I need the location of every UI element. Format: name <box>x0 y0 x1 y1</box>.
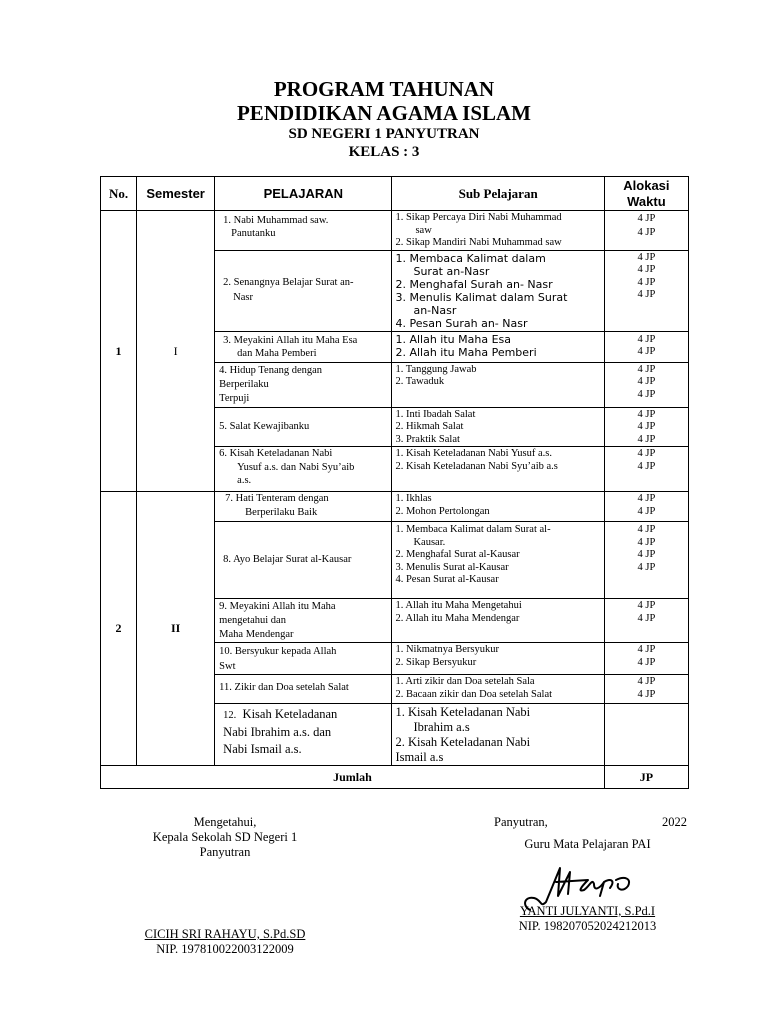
semester-number: 1 <box>101 211 137 492</box>
sub-line: Ibrahim a.s <box>413 720 470 734</box>
alokasi-cell <box>605 211 688 240</box>
pelajaran-line: Berperilaku Baik <box>245 507 318 518</box>
pelajaran-cell <box>215 522 391 566</box>
alokasi-cell <box>605 492 688 518</box>
jp-value: 4 JP <box>637 600 656 611</box>
total-label: Jumlah <box>101 766 605 789</box>
alokasi-cell <box>605 408 688 447</box>
sub-pelajaran-cell <box>392 363 603 389</box>
pelajaran-cell <box>215 408 391 433</box>
jp-value: 4 JP <box>637 549 656 560</box>
semester-roman: II <box>137 492 215 766</box>
sub-line: Ismail a.s <box>395 750 444 764</box>
pelajaran-line: 11. Zikir dan Doa setelah Salat <box>219 682 349 693</box>
alokasi-cell <box>605 332 688 359</box>
sub-line: 2. Menghafal Surat al-Kausar <box>395 549 520 560</box>
sig-left-line1: Mengetahui, <box>193 815 257 829</box>
pelajaran-line: a.s. <box>237 475 252 486</box>
jp-value: 4 JP <box>637 493 656 504</box>
pelajaran-number: 12. <box>223 710 237 721</box>
jp-value: 4 JP <box>637 388 656 400</box>
sub-line: 1. Nikmatnya Bersyukur <box>395 644 499 655</box>
jp-value: 4 JP <box>637 460 656 472</box>
pelajaran-cell <box>215 643 391 674</box>
jp-value: 4 JP <box>637 448 656 459</box>
sub-line: 4. Pesan Surah an- Nasr <box>395 316 528 330</box>
alokasi-cell <box>605 599 688 625</box>
jp-value: 4 JP <box>637 421 656 432</box>
jp-value: 4 JP <box>637 264 656 275</box>
jp-value: 4 JP <box>637 524 656 535</box>
doc-title: PROGRAM TAHUNAN <box>273 77 495 101</box>
header-alokasi <box>604 177 688 211</box>
class-label: KELAS : 3 <box>348 144 420 160</box>
pelajaran-line: mengetahui dan <box>219 615 286 626</box>
place-date <box>480 815 695 830</box>
pelajaran-line: 6. Kisah Keteladanan Nabi <box>219 448 333 459</box>
sub-line: 2. Sikap Mandiri Nabi Muhammad saw <box>395 237 562 248</box>
pelajaran-cell <box>215 704 391 758</box>
headmaster-nip: NIP. 197810022003122009 <box>156 942 294 956</box>
jp-value: 4 JP <box>637 644 656 655</box>
sub-line: 3. Praktik Salat <box>395 433 460 445</box>
teacher-name: YANTI JULYANTI, S.Pd.I <box>519 904 656 918</box>
pelajaran-line: 7. Hati Tenteram dengan <box>225 493 329 504</box>
pelajaran-line: Yusuf a.s. dan Nabi Syu’aib <box>237 461 355 473</box>
semester-number: 2 <box>101 492 137 766</box>
jp-value: 4 JP <box>637 251 656 263</box>
headmaster-name: CICIH SRI RAHAYU, S.Pd.SD <box>144 927 306 941</box>
jp-value: 4 JP <box>637 676 656 687</box>
sub-pelajaran-cell <box>392 599 603 625</box>
jp-value: 4 JP <box>637 656 656 668</box>
jp-value: 4 JP <box>637 376 656 387</box>
total-value: JP <box>604 766 688 789</box>
pelajaran-line: Swt <box>219 661 236 672</box>
sub-line: 2. Hikmah Salat <box>395 421 464 432</box>
sub-pelajaran-cell <box>392 643 603 669</box>
jp-value: 4 JP <box>637 346 656 357</box>
sub-pelajaran-cell <box>392 675 603 701</box>
alokasi-cell <box>605 643 688 669</box>
pelajaran-line: Panutanku <box>231 228 276 239</box>
pelajaran-cell <box>215 332 391 360</box>
sub-pelajaran-cell <box>392 522 603 587</box>
sub-line: 1. Sikap Percaya Diri Nabi Muhammad <box>395 212 562 223</box>
jp-value: 4 JP <box>637 363 656 375</box>
jp-value: 4 JP <box>637 213 656 224</box>
sub-line: 1. Tanggung Jawab <box>395 363 477 375</box>
jp-value: 4 JP <box>637 433 656 445</box>
sub-line: Surat an-Nasr <box>413 264 490 278</box>
header-alokasi-line1: Alokasi <box>623 177 670 193</box>
pelajaran-cell <box>215 675 391 694</box>
alokasi-cell <box>605 522 688 574</box>
sub-line: 2. Allah itu Maha Mendengar <box>395 612 520 624</box>
sub-pelajaran-cell <box>392 447 603 473</box>
sub-line: 2. Kisah Keteladanan Nabi Syu’aib a.s <box>395 460 558 472</box>
sub-pelajaran-cell <box>392 211 603 250</box>
sub-pelajaran-cell <box>392 492 603 518</box>
sig-left-line2: Kepala Sekolah SD Negeri 1 <box>152 830 298 844</box>
pelajaran-line: Nabi Ibrahim a.s. dan <box>223 725 332 739</box>
pelajaran-line: 9. Meyakini Allah itu Maha <box>219 601 336 612</box>
sub-line: 1. Allah itu Maha Mengetahui <box>395 600 522 611</box>
teacher-nip: NIP. 198207052024212013 <box>518 919 657 933</box>
pelajaran-line: Terpuji <box>219 392 250 404</box>
alokasi-cell-empty <box>604 704 688 766</box>
sub-line: 2. Bacaan zikir dan Doa setelah Salat <box>395 688 553 700</box>
headmaster-signature-block <box>130 815 320 957</box>
header-alokasi-line2: Waktu <box>627 193 666 209</box>
school-name: SD NEGERI 1 PANYUTRAN <box>288 126 480 142</box>
sub-line: 3. Menulis Surat al-Kausar <box>395 561 509 573</box>
jp-value: 4 JP <box>637 333 656 345</box>
sub-pelajaran-cell <box>392 704 603 765</box>
alokasi-cell <box>605 363 688 402</box>
header-pelajaran: PELAJARAN <box>215 177 392 211</box>
sub-line: saw <box>415 224 432 236</box>
pelajaran-line: 5. Salat Kewajibanku <box>219 420 310 432</box>
pelajaran-line <box>223 706 387 724</box>
alokasi-cell <box>605 675 688 701</box>
pelajaran-line: 8. Ayo Belajar Surat al-Kausar <box>223 554 352 565</box>
jp-value: 4 JP <box>637 561 656 573</box>
sub-line: 2. Allah itu Maha Pemberi <box>395 345 537 359</box>
sub-pelajaran-cell <box>392 408 603 447</box>
semester-roman: I <box>137 211 215 492</box>
pelajaran-cell <box>215 492 391 520</box>
pelajaran-line: Maha Mendengar <box>219 629 294 640</box>
pelajaran-cell <box>215 599 391 642</box>
jp-value: 4 JP <box>637 227 656 238</box>
sub-line: 2. Sikap Bersyukur <box>395 656 477 668</box>
sub-line: 1. Membaca Kalimat dalam <box>395 251 546 265</box>
pelajaran-line: 2. Senangnya Belajar Surat an- <box>223 276 354 288</box>
sub-line: 2. Tawaduk <box>395 376 445 387</box>
header-sub-pelajaran: Sub Pelajaran <box>392 177 604 211</box>
sub-line: 1. Inti Ibadah Salat <box>395 408 476 420</box>
sub-line: 4. Pesan Surat al-Kausar <box>395 574 499 585</box>
jp-value: 4 JP <box>637 505 656 517</box>
doc-subject: PENDIDIKAN AGAMA ISLAM <box>236 101 532 125</box>
pelajaran-line: 10. Bersyukur kepada Allah <box>219 646 337 657</box>
sub-line: Kausar. <box>413 536 446 548</box>
alokasi-cell <box>605 447 688 473</box>
sub-line: 2. Mohon Pertolongan <box>395 505 490 517</box>
sig-left-line3: Panyutran <box>199 845 251 859</box>
sub-line: 2. Kisah Keteladanan Nabi <box>395 735 531 749</box>
pelajaran-line: 1. Nabi Muhammad saw. <box>223 215 329 226</box>
jp-value: 4 JP <box>637 289 656 300</box>
program-table <box>100 176 689 789</box>
table-row <box>101 211 689 251</box>
jp-value: 4 JP <box>637 276 656 288</box>
sub-pelajaran-cell <box>392 332 603 359</box>
table-row <box>101 492 689 522</box>
sub-line: 1. Kisah Keteladanan Nabi Yusuf a.s. <box>395 448 552 459</box>
pelajaran-text: Kisah Keteladanan <box>242 707 338 721</box>
sub-line: 1. Membaca Kalimat dalam Surat al- <box>395 524 551 535</box>
sub-pelajaran-cell <box>392 251 603 330</box>
pelajaran-line: dan Maha Pemberi <box>237 347 317 359</box>
sub-line: 1. Ikhlas <box>395 493 432 504</box>
pelajaran-line: 3. Meyakini Allah itu Maha Esa <box>223 334 358 346</box>
total-row <box>101 766 689 789</box>
pelajaran-line: 4. Hidup Tenang dengan <box>219 364 323 376</box>
sub-line: 1. Kisah Keteladanan Nabi <box>395 705 531 719</box>
pelajaran-cell <box>215 251 391 304</box>
pelajaran-line: Berperilaku <box>219 378 269 390</box>
place-label: Panyutran, <box>494 815 548 829</box>
sub-line: 1. Arti zikir dan Doa setelah Sala <box>395 676 535 687</box>
sig-right-line2: Guru Mata Pelajaran PAI <box>524 837 651 851</box>
pelajaran-cell <box>215 363 391 406</box>
pelajaran-line: Nabi Ismail a.s. <box>223 742 302 756</box>
year-label: 2022 <box>662 815 687 829</box>
pelajaran-cell <box>215 447 391 488</box>
jp-value: 4 JP <box>637 688 656 700</box>
sub-line: 2. Menghafal Surah an- Nasr <box>395 277 553 291</box>
pelajaran-cell <box>215 211 391 240</box>
header-semester: Semester <box>137 177 215 211</box>
sub-line: 3. Menulis Kalimat dalam Surat <box>395 290 568 304</box>
sub-line: 1. Allah itu Maha Esa <box>395 332 512 346</box>
sub-line: an-Nasr <box>413 303 457 317</box>
jp-value: 4 JP <box>637 408 656 420</box>
header-no: No. <box>101 177 137 211</box>
handwritten-signature <box>520 858 640 918</box>
jp-value: 4 JP <box>637 612 656 624</box>
alokasi-cell <box>605 251 688 302</box>
jp-value: 4 JP <box>637 536 656 548</box>
pelajaran-line: Nasr <box>233 291 253 303</box>
